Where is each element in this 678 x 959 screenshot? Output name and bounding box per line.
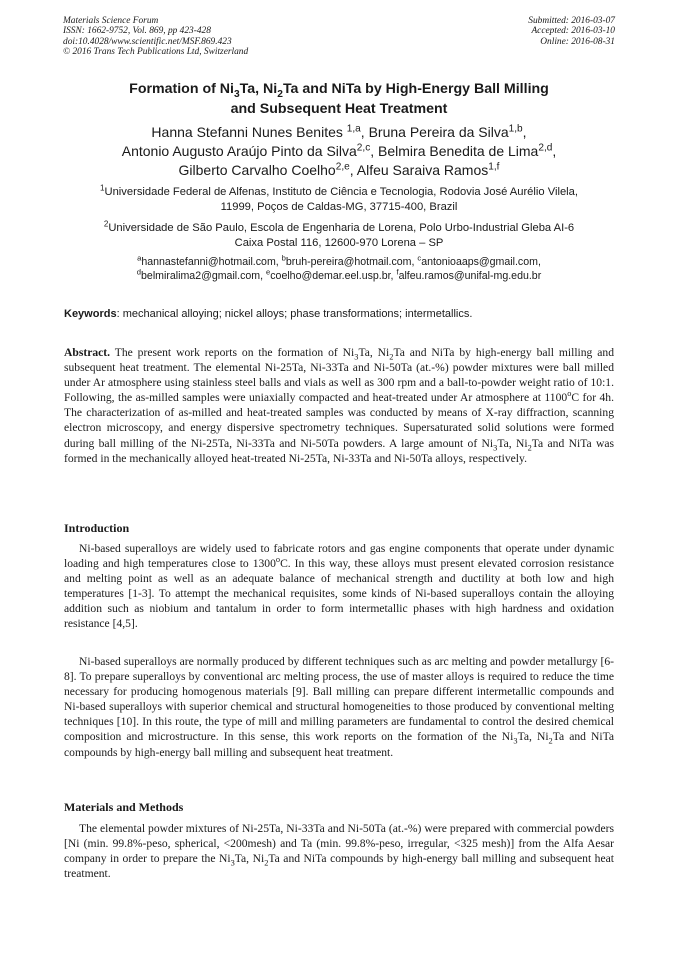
introduction-paragraph-1: Ni-based superalloys are widely used to fabricate rotors and gas engine components that operate under dynamic loading and high temperatures close to 1300$^o$C. In this way, these alloys must present elevated corrosion resistance and melting point as well as an adequate balance of mechanical strength and ductility at both low and high temperatures [1-3]. To attempt the mechanical requisites, some kinds of Ni-based superalloys contain the alloying addition such as niobium and tantalum in order to form intermetallic phases with high hardness and oxidation resistance [4,5]. (64, 542, 614, 631)
author: Gilberto Carvalho Coelho (178, 162, 336, 178)
title-line-2: and Subsequent Heat Treatment (230, 101, 448, 117)
affiliation-2: $^2$Universidade de São Paulo, Escola de Engenharia de Lorena, Polo Urbo-Industrial Gleba AI-6 Caixa Postal 116, 12600-970 Lorena – SP (103, 219, 575, 249)
date-accepted: Accepted: 2016-03-10 (531, 26, 615, 37)
title-line-1: Formation of $Ni_3Ta$, $Ni_2Ta$ and NiTa by High-Energy Ball Milling (129, 81, 549, 100)
email-e: coelho@demar.eel.usp.br, (270, 270, 397, 282)
author-line-3: Gilberto Carvalho Coelho$^{2,e}$, Alfeu Saraiva Ramos$^{1,f}$ (178, 161, 500, 178)
email-f: alfeu.ramos@unifal-mg.edu.br (398, 270, 542, 282)
author-line-1: Hanna Stefanni Nunes Benites $^{1,a}$, Bruna Pereira da Silva$^{1,b}$, (151, 123, 527, 140)
journal-copyright: © 2016 Trans Tech Publications Ltd, Switzerland (63, 47, 249, 58)
email-a: hannastefanni@hotmail.com, (141, 256, 282, 268)
journal-name: Materials Science Forum (63, 16, 159, 26)
email-c: antonioaaps@gmail.com, (421, 256, 541, 268)
introduction-heading: Introduction (64, 521, 130, 535)
keywords-label: Keywords (64, 308, 117, 320)
keywords (64, 307, 616, 321)
date-online: Online: 2016-08-31 (540, 36, 615, 47)
keywords-text: : mechanical alloying; nickel alloys; phase transformations; intermetallics. (116, 308, 473, 320)
author-emails: $^a$hannastefanni@hotmail.com, $^b$bruh-pereira@hotmail.com, $^c$antonioaaps@gmail.com, $^d$belmiralima2@gmail.com, $^e$coelho@demar.eel.usp.br, $^f$alfeu.ramos@unifal-mg.edu.br (136, 253, 542, 282)
abstract-label: Abstract. (64, 346, 111, 359)
journal-doi: doi:10.4028/www.scientific.net/MSF.869.423 (63, 36, 232, 47)
author: Bruna Pereira da Silva (368, 124, 509, 140)
journal-header-left (63, 16, 248, 58)
methods-heading: Materials and Methods (64, 800, 184, 814)
author: Antonio Augusto Araújo Pinto da Silva (121, 143, 357, 159)
author-line-2: Antonio Augusto Araújo Pinto da Silva$^{2,c}$, Belmira Benedita de Lima$^{2,d}$, (121, 142, 557, 159)
abstract: Abstract. The present work reports on the formation of $Ni_3Ta$, $Ni_2Ta$ and NiTa by high-energy ball milling and subsequent heat treatment. The elemental Ni-25Ta, Ni-33Ta and Ni-50Ta (at.-%) powder mixtures were ball milled under Ar atmosphere using stainless steel balls and vials as well as 300 rpm and a ball-to-powder weight ratio of 10:1. Following, the as-milled samples were uniaxially compacted and heat-treated under Ar atmosphere at 1100$^o$C for 4h. The characterization of as-milled and heat-treated samples was conducted by means of X-ray diffraction, scanning electron microscopy, and energy dispersive spectrometry techniques. Supersaturated solid solutions were formed during ball milling of the Ni-25Ta, Ni-33Ta and Ni-50Ta powders. A large amount of $Ni_3Ta$, $Ni_2Ta$ and NiTa was formed in the mechanically alloyed heat-treated Ni-25Ta, Ni-33Ta and Ni-50Ta alloys, respectively. (64, 346, 615, 465)
author: Belmira Benedita de Lima (378, 143, 539, 159)
email-d: belmiralima2@gmail.com, (141, 270, 266, 282)
author: Hanna Stefanni Nunes Benites (151, 124, 347, 140)
methods-paragraph-1: The elemental powder mixtures of Ni-25Ta, Ni-33Ta and Ni-50Ta (at.-%) were prepared with commercial powders [Ni (min. 99.8%-peso, spherical, <200mesh) and Ta (min. 99.8%-peso, irregular, <325 mesh)] from the Alfa Aesar company in order to prepare the $Ni_3Ta$, $Ni_2Ta$ and NiTa compounds by high-energy ball milling and subsequent heat treatment. (64, 822, 614, 881)
journal-issn: ISSN: 1662-9752, Vol. 869, pp 423-428 (63, 26, 211, 37)
journal-header-right (528, 16, 615, 47)
date-submitted: Submitted: 2016-03-07 (528, 16, 615, 26)
paper-title (60, 79, 618, 119)
author: Alfeu Saraiva Ramos (356, 162, 489, 178)
introduction-paragraph-2: Ni-based superalloys are normally produced by different techniques such as arc melting and powder metallurgy [6-8]. To prepare superalloys by conventional arc melting process, the use of master alloys is required to reduce the time necessary for producing homogenous materials [9]. Ball milling can prepare different intermetallic compounds and Ni-based superalloys with superior chemical and structural homogeneities to those produced by conventional melting techniques [10]. In this route, the type of mill and milling parameters are fundamental to control the desired chemical composition and microstructure. In this sense, this work reports on the formation of the $Ni_3Ta$, $Ni_2Ta$ and NiTa compounds by high-energy ball milling and subsequent heat treatment. (64, 655, 614, 759)
affiliation-1: $^1$Universidade Federal de Alfenas, Instituto de Ciência e Tecnologia, Rodovia José Aurélio Vilela, 11999, Poços de Caldas-MG, 37715-400, Brazil (100, 183, 578, 213)
email-b: bruh-pereira@hotmail.com, (285, 256, 418, 268)
author-list (60, 123, 618, 180)
